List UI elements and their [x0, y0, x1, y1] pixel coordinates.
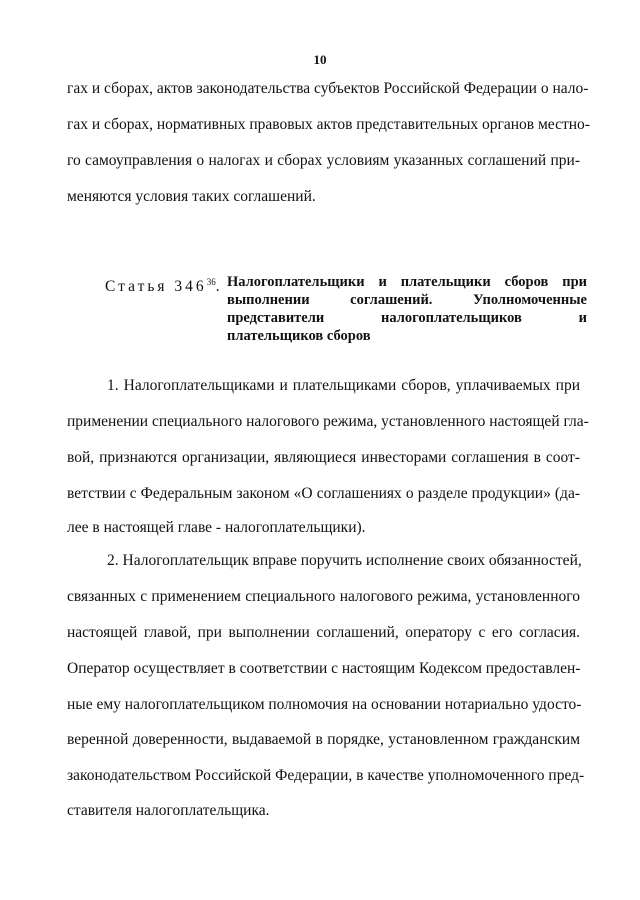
text-line: гах и сборах, нормативных правовых актов представительных органов местно-	[67, 116, 590, 133]
text-line: законодательством Российской Федерации, в качестве уполномоченного пред-	[67, 767, 585, 784]
article-title-line: выполнении соглашений. Уполномоченные	[227, 292, 587, 308]
article-superscript: 36	[206, 277, 216, 287]
text-line: го самоуправления о налогах и сборах условиям указанных соглашений при-	[67, 152, 580, 169]
text-line: ветствии с Федеральным законом «О соглашениях о разделе продукции» (да-	[67, 485, 580, 502]
text-line: Оператор осуществляет в соответствии с настоящим Кодексом предоставлен-	[67, 660, 581, 677]
article-number: Статья 346	[105, 278, 207, 296]
text-line: применении специального налогового режима, установленного настоящей гла-	[67, 413, 589, 430]
article-label: Статья $346^{36}$.	[105, 277, 223, 296]
text-line: 1. Налогоплательщиками и плательщиками сборов, уплачиваемых при	[107, 377, 580, 394]
text-line: лее в настоящей главе - налогоплательщики).	[67, 519, 366, 536]
article-title-line: плательщиков сборов	[227, 328, 371, 344]
article-title-line: представители налогоплательщиков и	[227, 310, 587, 326]
text-line: ные ему налогоплательщиком полномочия на основании нотариально удосто-	[67, 696, 582, 713]
text-line: ставителя налогоплательщика.	[67, 802, 270, 819]
article-title-line: Налогоплательщики и плательщики сборов при	[227, 274, 587, 290]
text-line: 2. Налогоплательщик вправе поручить исполнение своих обязанностей,	[107, 552, 582, 569]
text-line: гах и сборах, актов законодательства субъектов Российской Федерации о нало-	[67, 80, 589, 97]
text-line: вой, признаются организации, являющиеся инвесторами соглашения в соот-	[67, 449, 580, 466]
page-number: 10	[313, 52, 327, 67]
text-line: настоящей главой, при выполнении соглашений, оператору с его согласия.	[67, 624, 580, 641]
text-line: веренной доверенности, выдаваемой в порядке, установленном гражданским	[67, 731, 580, 748]
text-line: связанных с применением специального налогового режима, установленного	[67, 588, 580, 605]
text-line: меняются условия таких соглашений.	[67, 188, 316, 205]
